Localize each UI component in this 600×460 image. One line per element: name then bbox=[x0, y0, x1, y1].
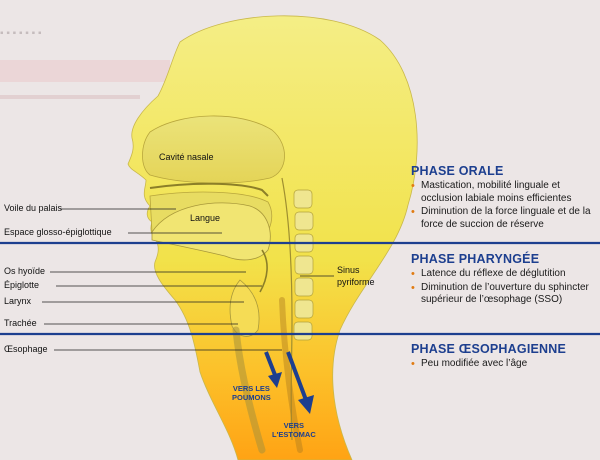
phase-pharyngee-item: • Latence du réflexe de déglutition bbox=[411, 268, 597, 281]
phase-orale-item: • Diminution de la force linguale et de la force de succion de réserve bbox=[411, 206, 597, 231]
phase-pharyngee-title: PHASE PHARYNGÉE bbox=[411, 252, 540, 266]
vertebrae bbox=[294, 190, 313, 340]
phase-oesophagienne-item: • Peu modifiée avec l’âge bbox=[411, 358, 597, 371]
label-vers-les: VERS LES bbox=[232, 384, 270, 393]
phase-orale-title: PHASE ORALE bbox=[411, 164, 504, 178]
background-stripe bbox=[0, 60, 170, 82]
label-oesophage: Œsophage bbox=[4, 344, 48, 354]
label-voile-du-palais: Voile du palais bbox=[4, 203, 63, 213]
label-vers-lestomac bbox=[272, 422, 316, 439]
label-vers-les-poumons bbox=[232, 385, 271, 402]
phase-oesophagienne-title: PHASE ŒSOPHAGIENNE bbox=[411, 342, 567, 356]
phase-pharyngee-list bbox=[411, 268, 597, 308]
phase-orale-item: • Mastication, mobilité linguale et occlusion labiale moins efficientes bbox=[411, 180, 597, 205]
phase-oesophagienne-list bbox=[411, 358, 597, 372]
label-vers: VERS bbox=[283, 421, 305, 430]
label-lestomac: L'ESTOMAC bbox=[272, 429, 316, 439]
label-poumons: POUMONS bbox=[232, 392, 271, 402]
background-stripe bbox=[0, 95, 140, 99]
label-espace-glosso-epiglottique: Espace glosso-épiglottique bbox=[4, 227, 112, 237]
label-pyriforme: pyriforme bbox=[337, 277, 375, 287]
label-larynx: Larynx bbox=[4, 296, 32, 306]
label-cavite-nasale: Cavité nasale bbox=[159, 152, 214, 162]
label-epiglotte: Épiglotte bbox=[4, 280, 40, 290]
nasal-cavity bbox=[143, 116, 285, 183]
label-os-hyoide: Os hyoïde bbox=[4, 266, 46, 276]
phase-pharyngee-item: • Diminution de l’ouverture du sphincter supérieur de l’œsophage (SSO) bbox=[411, 282, 597, 307]
label-langue: Langue bbox=[190, 213, 221, 223]
label-trachee: Trachée bbox=[4, 318, 37, 328]
background-text: ▪ ▪ ▪ ▪ ▪ ▪ ▪ bbox=[0, 28, 42, 39]
phase-orale-list bbox=[411, 180, 597, 232]
label-sinus: Sinus bbox=[337, 265, 360, 275]
